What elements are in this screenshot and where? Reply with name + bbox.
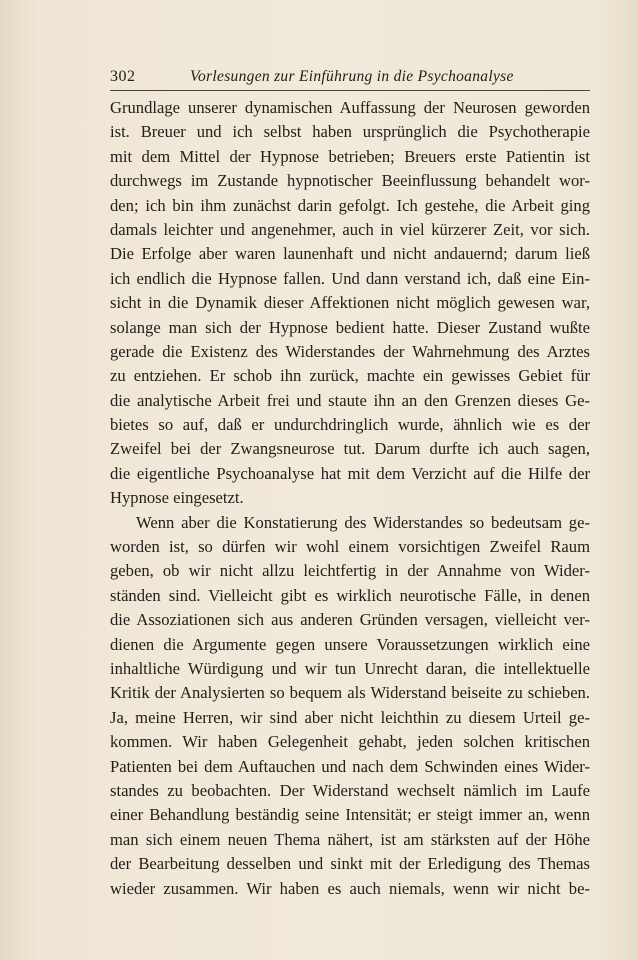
text-line: standes zu beobachten. Der Widerstand wechselt nämlich im Laufe [110, 780, 590, 800]
text-line: Patienten bei dem Auftauchen und nach dem Schwinden eines Wider- [110, 756, 590, 776]
text-line: dienen die Argumente gegen unsere Voraussetzungen wirklich eine [110, 634, 590, 654]
text-line: wieder zusammen. Wir haben es auch niemals, wenn wir nicht be- [110, 878, 590, 898]
text-line: gerade die Existenz des Widerstandes der Wahrnehmung des Arztes [110, 341, 590, 361]
text-line: ständen sind. Vielleicht gibt es wirklich neurotische Fälle, in denen [110, 585, 590, 605]
text-line: Ja, meine Herren, wir sind aber nicht leichthin zu diesem Urteil ge- [110, 707, 590, 727]
text-line: solange man sich der Hypnose bedient hatte. Dieser Zustand wußte [110, 317, 590, 337]
text-line: Die Erfolge aber waren launenhaft und nicht andauernd; darum ließ [110, 244, 590, 264]
text-line: bietes so auf, daß er undurchdringlich wurde, ähnlich wie es der [110, 415, 590, 435]
text-line: die analytische Arbeit frei und staute ihn an den Grenzen dieses Ge- [110, 390, 590, 410]
text-line: ist. Breuer und ich selbst haben ursprünglich die Psychotherapie [110, 122, 590, 142]
text-line: ich endlich die Hypnose fallen. Und dann verstand ich, daß eine Ein- [110, 268, 590, 288]
text-line: Zweifel bei der Zwangsneurose tut. Darum durfte ich auch sagen, [110, 439, 590, 459]
text-line: zu entziehen. Er schob ihn zurück, machte ein gewisses Gebiet für [110, 366, 590, 386]
text-line: einer Behandlung beständig seine Intensität; er steigt immer an, wenn [110, 805, 590, 825]
text-line: den; ich bin ihm zunächst darin gefolgt. Ich gestehe, die Arbeit ging [110, 195, 590, 215]
text-line: worden ist, so dürfen wir wohl einem vorsichtigen Zweifel Raum [110, 537, 590, 557]
text-line: geben, ob wir nicht allzu leichtfertig in der Annahme von Wider- [110, 561, 590, 581]
text-line: die Assoziationen sich aus anderen Gründen versagen, vielleicht ver- [110, 610, 590, 630]
text-line: durchwegs im Zustande hypnotischer Beeinflussung behandelt wor- [110, 171, 590, 191]
page-header [110, 64, 590, 91]
page-number: 302 [110, 68, 136, 85]
text-line: man sich einem neuen Thema nähert, ist am stärksten auf der Höhe [110, 829, 590, 849]
text-line: die eigentliche Psychoanalyse hat mit dem Verzicht auf die Hilfe der [110, 463, 590, 483]
text-line: inhaltliche Würdigung und wir tun Unrecht daran, die intellektuelle [110, 658, 590, 678]
body-text [110, 96, 590, 901]
text-line: Grundlage unserer dynamischen Auffassung der Neurosen geworden [110, 98, 590, 117]
text-line: mit dem Mittel der Hypnose betrieben; Breuers erste Patientin ist [110, 146, 590, 166]
text-line: Hypnose eingesetzt. [110, 488, 244, 508]
running-title: Vorlesungen zur Einführung in die Psychoanalyse [190, 68, 514, 85]
text-line: damals leichter und angenehmer, auch in viel kürzerer Zeit, vor sich. [110, 219, 590, 239]
text-line: der Bearbeitung desselben und sinkt mit der Erledigung des Themas [110, 854, 590, 874]
text-line: Wenn aber die Konstatierung des Widerstandes so bedeutsam ge- [136, 512, 590, 532]
text-line: Kritik der Analysierten so bequem als Widerstand beiseite zu schieben. [110, 683, 590, 703]
text-line: sicht in die Dynamik dieser Affektionen nicht möglich gewesen war, [110, 293, 590, 313]
text-line: kommen. Wir haben Gelegenheit gehabt, jeden solchen kritischen [110, 732, 590, 752]
